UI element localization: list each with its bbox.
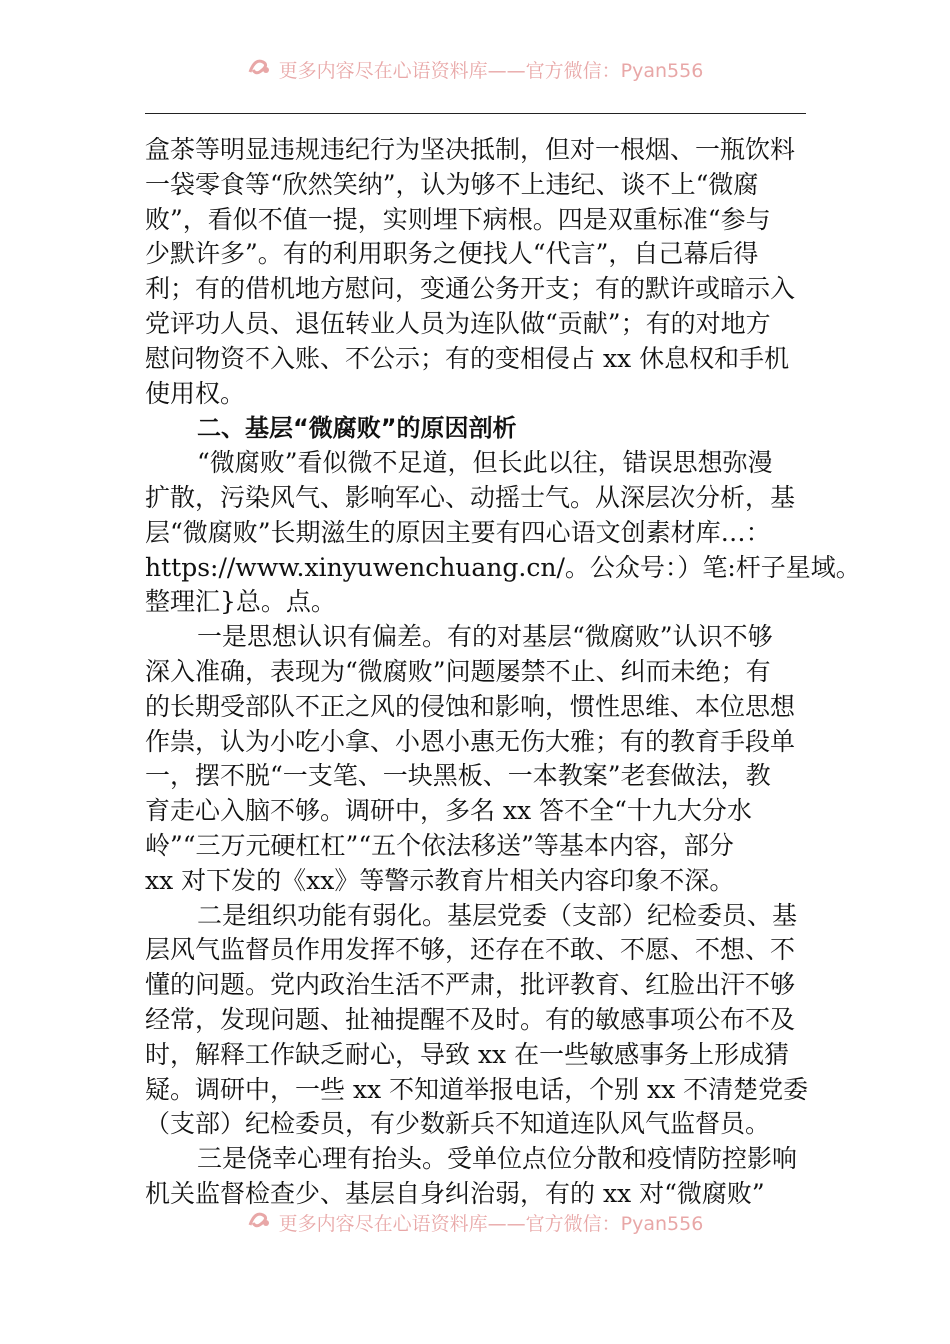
text-line: 一，摆不脱“一支笔、一块黑板、一本教案”老套做法，教	[145, 761, 771, 791]
url-line: https://www.xinyuwenchuang.cn/。公众号：）笔:杆子星域。	[145, 552, 861, 582]
text-line: 懂的问题。党内政治生活不严肃，批评教育、红脸出汗不够	[145, 970, 796, 1000]
text-line: 机关监督检查少、基层自身纠治弱，有的 xx 对“微腐败”	[145, 1178, 765, 1208]
watermark-banner-top	[0, 56, 950, 86]
text-line: 三是侥幸心理有抬头。受单位点位分散和疫情防控影响	[197, 1144, 798, 1174]
text-line: 层风气监督员作用发挥不够，还存在不敢、不愿、不想、不	[145, 935, 796, 965]
text-line: 败”，看似不值一提，实则埋下病根。四是双重标准“参与	[145, 204, 771, 234]
text-line: 少默许多”。有的利用职务之便找人“代言”，自己幕后得	[145, 239, 759, 269]
watermark-logo-icon	[247, 56, 273, 87]
text-line: 深入准确，表现为“微腐败”问题屡禁不止、纠而未绝；有	[145, 656, 771, 686]
text-line: 一是思想认识有偏差。有的对基层“微腐败”认识不够	[197, 622, 773, 652]
text-line: 扩散，污染风气、影响军心、动摇士气。从深层次分析，基	[145, 482, 796, 512]
text-line: “微腐败”看似微不足道，但长此以往，错误思想弥漫	[197, 448, 773, 478]
text-line: xx 对下发的《xx》等警示教育片相关内容印象不深。	[145, 865, 735, 895]
watermark-text: 更多内容尽在心语资料库——官方微信：Pyan556	[278, 1213, 704, 1235]
text-line: 时，解释工作缺乏耐心，导致 xx 在一些敏感事务上形成猜	[145, 1039, 790, 1069]
text-line: 使用权。	[145, 378, 246, 408]
text-line: 疑。调研中，一些 xx 不知道举报电话，个别 xx 不清楚党委	[145, 1074, 809, 1104]
text-line: 党评功人员、退伍转业人员为连队做“贡献”；有的对地方	[145, 308, 771, 338]
text-line: 育走心入脑不够。调研中，多名 xx 答不全“十九大分水	[145, 796, 752, 826]
text-line: 盒茶等明显违规违纪行为坚决抵制，但对一根烟、一瓶饮料	[145, 135, 796, 164]
text-line: 二是组织功能有弱化。基层党委（支部）纪检委员、基	[197, 900, 798, 930]
document-body	[145, 133, 861, 1212]
text-line: 岭”“三万元硬杠杠”“五个依法移送”等基本内容，部分	[145, 830, 734, 860]
text-line: 的长期受部队不正之风的侵蚀和影响，惯性思维、本位思想	[145, 691, 796, 721]
watermark-logo-icon	[247, 1209, 273, 1240]
watermark-banner-bottom	[0, 1209, 950, 1239]
watermark-text: 更多内容尽在心语资料库——官方微信：Pyan556	[278, 60, 704, 82]
section-heading: 二、基层“微腐败”的原因剖析	[197, 414, 517, 443]
header-rule	[145, 113, 806, 114]
text-line: （支部）纪检委员，有少数新兵不知道连队风气监督员。	[145, 1109, 771, 1139]
text-line: 整理汇}总。点。	[145, 587, 336, 617]
text-line: 层“微腐败”长期滋生的原因主要有四心语文创素材库…：	[145, 517, 771, 547]
text-line: 经常，发现问题、扯袖提醒不及时。有的敏感事项公布不及	[145, 1004, 796, 1034]
text-line: 慰问物资不入账、不公示；有的变相侵占 xx 休息权和手机	[145, 343, 790, 373]
text-line: 作祟，认为小吃小拿、小恩小惠无伤大雅；有的教育手段单	[145, 726, 796, 756]
text-line: 利；有的借机地方慰问，变通公务开支；有的默许或暗示入	[145, 274, 796, 304]
text-line: 一袋零食等“欣然笑纳”，认为够不上违纪、谈不上“微腐	[145, 169, 759, 199]
